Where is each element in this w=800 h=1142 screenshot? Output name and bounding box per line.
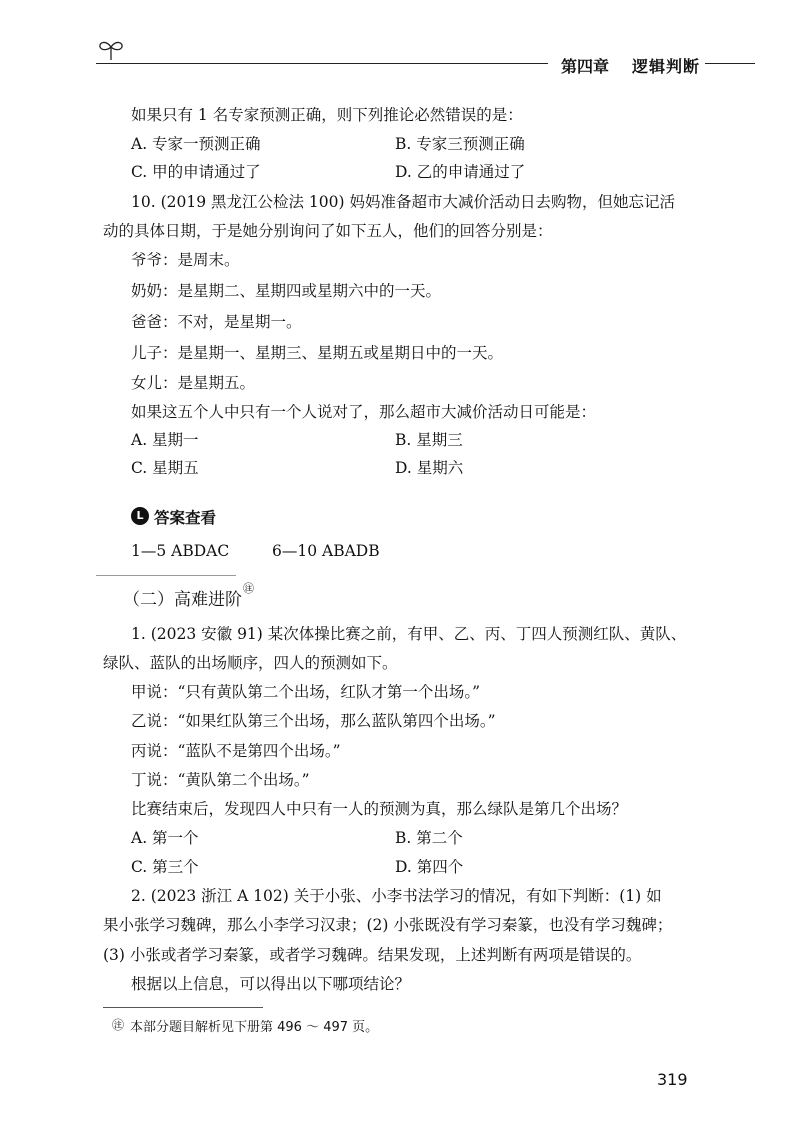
footnote-text: 本部分题目解析见下册第 496 ～ 497 页。 — [130, 1020, 379, 1035]
answers-group2: 6—10 ABADB — [272, 542, 380, 560]
p1-statement-ding: 丁说：“黄队第二个出场。” — [131, 771, 310, 789]
q10-statement-dad: 爸爸：不对，是星期一。 — [131, 313, 302, 331]
q10-option-a: A. 星期一 — [131, 431, 199, 449]
q9-option-b: B. 专家三预测正确 — [395, 135, 525, 153]
p2-line1: 2. (2023 浙江 A 102) 关于小张、小李书法学习的情况，有如下判断：(1) 如 — [131, 887, 662, 905]
q10-line2: 动的具体日期，于是她分别询问了如下五人，他们的回答分别是： — [103, 222, 553, 240]
q9-option-a: A. 专家一预测正确 — [131, 135, 261, 153]
answers-title: 答案查看 — [154, 509, 217, 527]
section-divider — [96, 575, 236, 576]
sprout-logo-icon — [96, 38, 126, 62]
p1-option-c: C. 第三个 — [131, 858, 199, 876]
p1-line1: 1. (2023 安徽 91) 某次体操比赛之前，有甲、乙、丙、丁四人预测红队、黄队、 — [131, 625, 687, 643]
p2-line3: (3) 小张或者学习秦篆，或者学习魏碑。结果发现，上述判断有两项是错误的。 — [103, 946, 642, 964]
p1-option-d: D. 第四个 — [395, 858, 464, 876]
header-rule-right — [705, 63, 755, 64]
p1-statement-jia: 甲说：“只有黄队第二个出场，红队才第一个出场。” — [131, 683, 481, 701]
q10-statement-grandma: 奶奶：是星期二、星期四或星期六中的一天。 — [131, 282, 442, 300]
p1-option-a: A. 第一个 — [131, 829, 199, 847]
q10-option-b: B. 星期三 — [395, 431, 463, 449]
header-rule-left — [96, 63, 548, 64]
q10-line1: 10. (2019 黑龙江公检法 100) 妈妈准备超市大减价活动日去购物，但她忘记活 — [131, 193, 675, 211]
p1-option-b: B. 第二个 — [395, 829, 463, 847]
q10-option-c: C. 星期五 — [131, 459, 199, 477]
section-title: （二）高难进阶 — [123, 590, 242, 610]
answer-badge-icon: L — [131, 507, 149, 525]
answers-group1: 1—5 ABDAC — [131, 542, 230, 560]
q10-statement-daughter: 女儿：是星期五。 — [131, 374, 256, 392]
header-chapter: 第四章 — [561, 57, 610, 76]
q10-statement-grandpa: 爷爷：是周末。 — [131, 251, 240, 269]
page-number: 319 — [657, 1070, 688, 1089]
p1-line2: 绿队、蓝队的出场顺序，四人的预测如下。 — [103, 654, 398, 672]
q10-question: 如果这五个人中只有一个人说对了，那么超市大减价活动日可能是： — [131, 403, 597, 421]
p1-statement-yi: 乙说：“如果红队第三个出场，那么蓝队第四个出场。” — [131, 712, 496, 730]
header-title: 逻辑判断 — [632, 57, 701, 76]
p1-question: 比赛结束后，发现四人中只有一人的预测为真，那么绿队是第几个出场？ — [131, 800, 628, 818]
section-marker-icon: ㊟ — [243, 582, 254, 595]
p2-line2: 果小张学习魏碑，那么小李学习汉隶；(2) 小张既没有学习秦篆，也没有学习魏碑； — [103, 916, 673, 934]
q9-stem: 如果只有 1 名专家预测正确，则下列推论必然错误的是： — [131, 106, 523, 124]
footnote-rule — [103, 1007, 263, 1008]
q10-option-d: D. 星期六 — [395, 459, 464, 477]
footnote-marker-icon: ㊟ — [112, 1018, 125, 1032]
q10-statement-son: 儿子：是星期一、星期三、星期五或星期日中的一天。 — [131, 344, 504, 362]
p1-statement-bing: 丙说：“蓝队不是第四个出场。” — [131, 742, 341, 760]
q9-option-c: C. 甲的申请通过了 — [131, 163, 261, 181]
q9-option-d: D. 乙的申请通过了 — [395, 163, 526, 181]
p2-line4: 根据以上信息，可以得出以下哪项结论？ — [131, 975, 411, 993]
